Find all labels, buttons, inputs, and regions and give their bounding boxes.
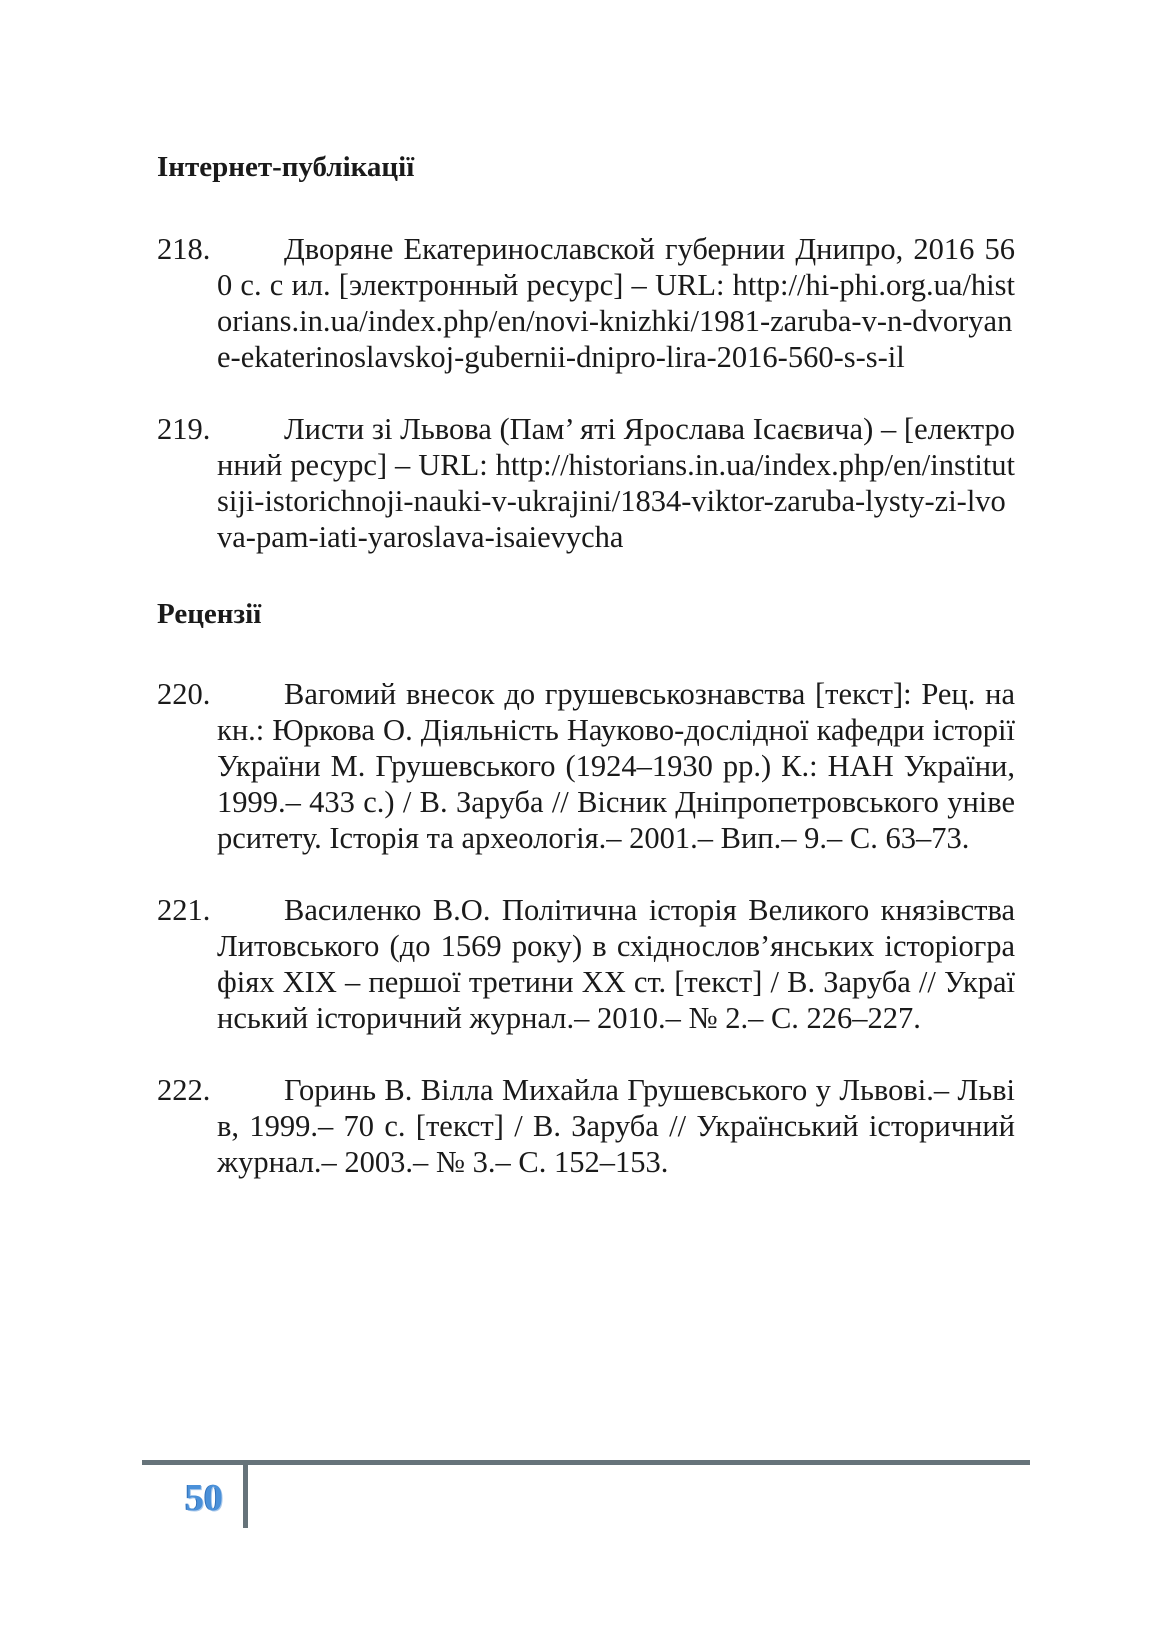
bibliography-entry-221	[157, 892, 1015, 1036]
footer-rule	[142, 1460, 1030, 1465]
entry-number: 222.	[157, 1073, 211, 1107]
entry-number: 220.	[157, 677, 211, 711]
entry-number: 221.	[157, 893, 211, 927]
entry-number: 219.	[157, 412, 211, 446]
section-internet-publications	[157, 231, 1015, 555]
section-heading-reviews: Рецензії	[157, 598, 262, 630]
bibliography-entry-218	[157, 231, 1015, 375]
entry-text: Василенко В.О. Політична історія Великого князівства Литовського (до 1569 року) в східнослов’янських історіографіях ХІХ – першої третини ХХ ст. [текст] / В. Заруба // Український історичний журнал.– 2010.– № 2.– С. 226–227.	[217, 893, 1015, 1035]
section-reviews	[157, 676, 1015, 1180]
section-heading-internet-publications: Інтернет-публікації	[157, 151, 415, 183]
entry-text: Вагомий внесок до грушевськознавства [текст]: Рец. на кн.: Юркова О. Діяльність Науково-дослідної кафедри історії України М. Грушевського (1924–1930 рр.) К.: НАН України, 1999.– 433 с.) / В. Заруба // Вісник Дніпропетровського університету. Історія та археологія.– 2001.– Вип.– 9.– С. 63–73.	[217, 677, 1015, 855]
entry-text: Горинь В. Вілла Михайла Грушевського у Львові.– Львів, 1999.– 70 с. [текст] / В. Заруба // Український історичний журнал.– 2003.– № 3.– С. 152–153.	[217, 1073, 1015, 1179]
document-body	[157, 150, 1015, 1180]
bibliography-entry-220	[157, 676, 1015, 856]
entry-text: Дворяне Екатеринославской губернии Днипро, 2016 560 с. с ил. [электронный ресурс] – URL: http://hi-phi.org.ua/historians.in.ua/index.php/en/novi-knizhki/1981-zaruba-v-n-dvoryane-ekaterinoslavskoj-gubernii-dnipro-lira-2016-560-s-s-il	[217, 232, 1015, 374]
bibliography-entry-219	[157, 411, 1015, 555]
entry-number: 218.	[157, 232, 211, 266]
page-number: 50	[185, 1477, 223, 1519]
entry-text: Листи зі Львова (Пам’ яті Ярослава Ісаєвича) – [електронний ресурс] – URL: http://historians.in.ua/index.php/en/institutsiji-istorichnoji-nauki-v-ukrajini/1834-viktor-zaruba-lysty-zi-lvova-pam-iati-yaroslava-isaievycha	[217, 412, 1015, 554]
bibliography-entry-222	[157, 1072, 1015, 1180]
footer-vertical-divider	[243, 1460, 248, 1528]
